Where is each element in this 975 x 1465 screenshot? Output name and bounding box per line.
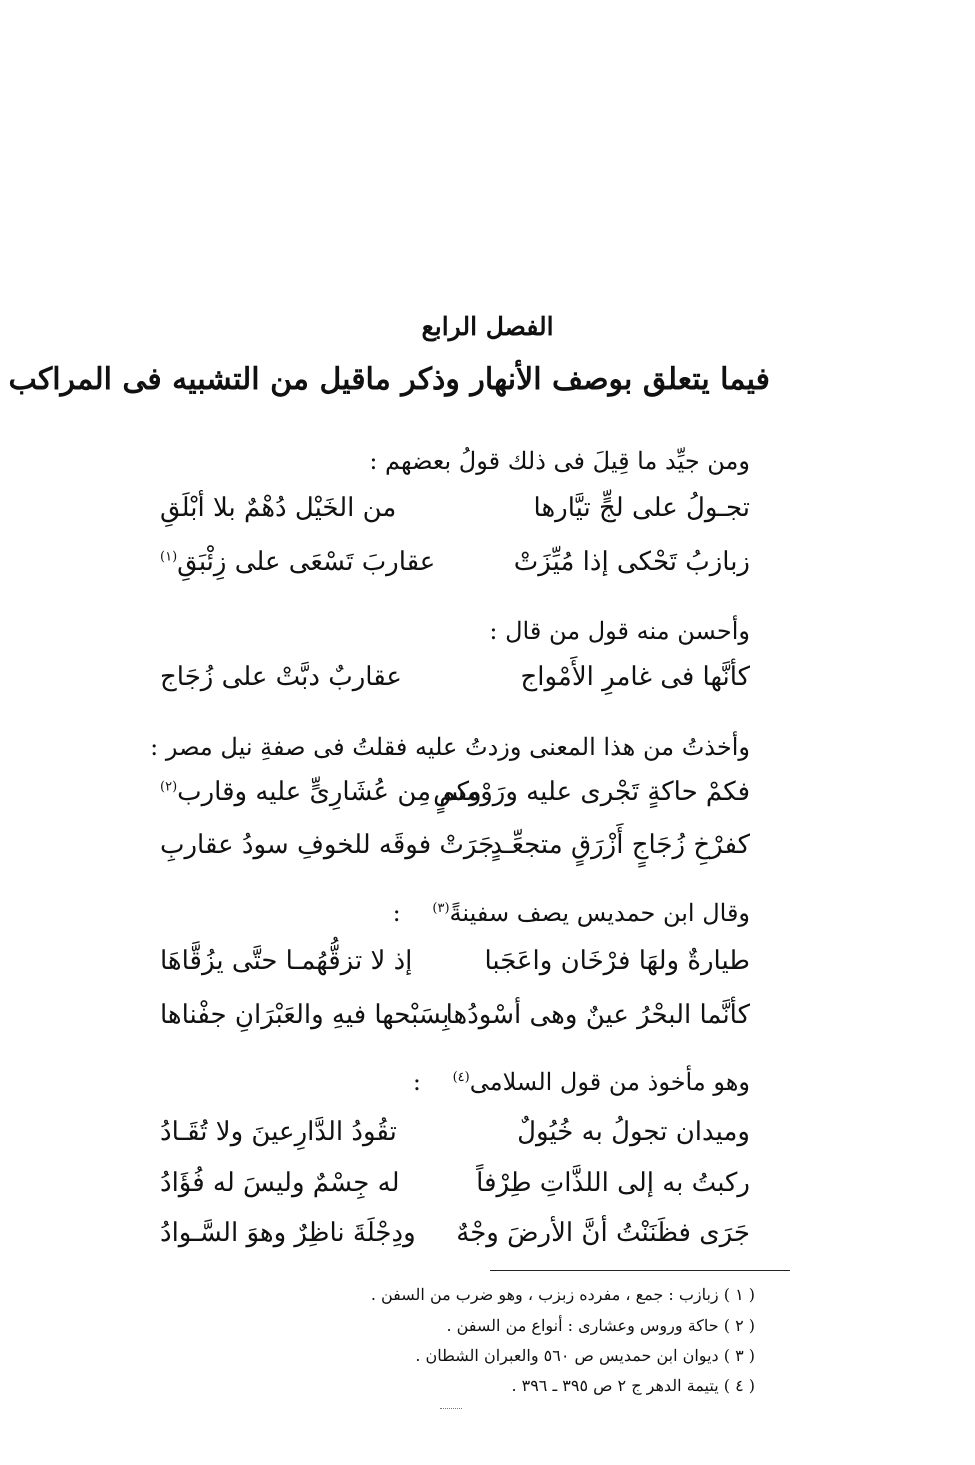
verse-hemistich-second [160, 547, 435, 577]
intro-text: وأخذتُ من هذا المعنى وزدتُ عليه فقلتُ فى صفةِ نيل مصر : [150, 733, 750, 761]
chapter-title: فيما يتعلق بوصف الأنهار وذكر ماقيل من التشبيه فى المراكب [8, 362, 770, 397]
footnote-text: ديوان ابن حمديس ص ٥٦٠ والعبران الشطان . [415, 1346, 719, 1365]
footnote-number: ( ٤ ) [723, 1376, 755, 1395]
footnote-ref: (٤) [452, 1070, 470, 1085]
intro-text: وقال ابن حمديس يصف سفينةً [449, 899, 750, 927]
footnote-ref: (١) [160, 549, 178, 565]
footnote-divider [490, 1270, 790, 1271]
footnote-ref: (٣) [432, 901, 450, 916]
verse-hemistich-second: له جِسْمٌ وليسَ له فُؤَادُ [160, 1168, 400, 1198]
footnote-ref: (٢) [160, 779, 178, 795]
verse-2-1 [160, 662, 750, 702]
verse-hemistich-second: جَرَتْ فوقَه للخوفِ سودُ عقاربِ [160, 830, 495, 860]
verse-hemistich-first: ركبتُ به إلى اللذَّاتِ طِرْفاً [476, 1168, 750, 1198]
intro-colon: : [412, 1068, 421, 1096]
verse-hemistich-first: كفرْخِ زُجَاجٍ أَزْرَقٍ متجعِّـدٍ [490, 830, 750, 860]
verse-hemistich-first: زبازبُ تَحْكى إذا مُيِّزَتْ [513, 547, 750, 577]
intro-text: ومن جيِّد ما قِيلَ فى ذلك قولُ بعضهم : [369, 447, 750, 475]
verse-hemistich-first: فكمْ حاكةٍ تَجْرى عليه ورَوْمِسٍ [433, 777, 750, 807]
verse-hemistich-first: تجـولُ على لجٍّ تيَّارها [533, 493, 750, 523]
verse-hemistich-second: من الخَيْل دُهْمٌ بلا أبْلَقِ [160, 493, 397, 523]
page-bottom-mark [440, 1408, 462, 1409]
footnote-3 [415, 1346, 755, 1365]
footnote-text: حاكة وروس وعشارى : أنواع من السفن . [446, 1316, 719, 1335]
verse-hemistich-second: إذ لا تزقُّهُمـا حتَّى يزُقَّاهَا [160, 946, 413, 976]
verse-text: وكم مِن عُشَارِىٍّ عليه وقارب [177, 777, 482, 807]
verse-5-1 [160, 1117, 750, 1157]
intro-line-3 [150, 733, 750, 761]
verse-1-1 [160, 493, 750, 533]
verse-hemistich-first: كأنَّها فى غامرِ الأَمْواج [520, 662, 750, 692]
verse-4-1 [160, 946, 750, 986]
intro-text: وأحسن منه قول من قال : [489, 617, 750, 645]
verse-hemistich-second [160, 777, 482, 807]
verse-hemistich-second: عقاربٌ دبَّتْ على زُجَاج [160, 662, 402, 692]
footnote-number: ( ٣ ) [723, 1346, 755, 1365]
intro-colon: : [392, 899, 401, 927]
verse-4-2 [160, 1000, 750, 1040]
intro-line-4 [393, 899, 750, 927]
footnote-2 [446, 1316, 755, 1335]
intro-line-1 [369, 447, 750, 475]
verse-hemistich-second: تقُودُ الدَّارِعينَ ولا تُقَـادُ [160, 1117, 397, 1147]
verse-hemistich-first: كأنَّما البحْرُ عينٌ وهى أسْودُها [445, 1000, 750, 1030]
footnote-text: زبازب : جمع ، مفرده زبزب ، وهو ضرب من السفن . [370, 1285, 719, 1304]
footnote-text: يتيمة الدهر ج ٢ ص ٣٩٥ ـ ٣٩٦ . [511, 1376, 719, 1395]
chapter-label: الفصل الرابع [421, 312, 554, 341]
verse-hemistich-second: بِسَبْحها فيهِ والعَبْرَانِ جفْناها [160, 1000, 450, 1030]
verse-5-3 [160, 1218, 750, 1258]
verse-1-2 [160, 547, 750, 587]
verse-hemistich-first: طيارةٌ ولهَا فرْخَان واعَجَبا [484, 946, 750, 976]
footnote-1 [371, 1285, 755, 1304]
verse-hemistich-second: ودِجْلَةَ ناظِرٌ وهوَ السَّـوادُ [160, 1218, 416, 1248]
verse-3-2 [160, 830, 750, 870]
footnote-number: ( ٢ ) [723, 1316, 755, 1335]
verse-hemistich-first: جَرَى فظَنَنْتُ أنَّ الأرضَ وجْهٌ [456, 1218, 750, 1248]
footnote-4 [511, 1376, 755, 1395]
verse-5-2 [160, 1168, 750, 1208]
verse-text: عقاربَ تَسْعَى على زِئْبَقِ [177, 547, 436, 577]
intro-text: وهو مأخوذ من قول السلامى [469, 1068, 750, 1096]
intro-line-5 [413, 1068, 750, 1096]
footnote-number: ( ١ ) [723, 1285, 755, 1304]
intro-line-2 [489, 617, 750, 645]
verse-3-1 [160, 777, 750, 817]
verse-hemistich-first: وميدان تجولُ به خُيُولٌ [517, 1117, 750, 1147]
